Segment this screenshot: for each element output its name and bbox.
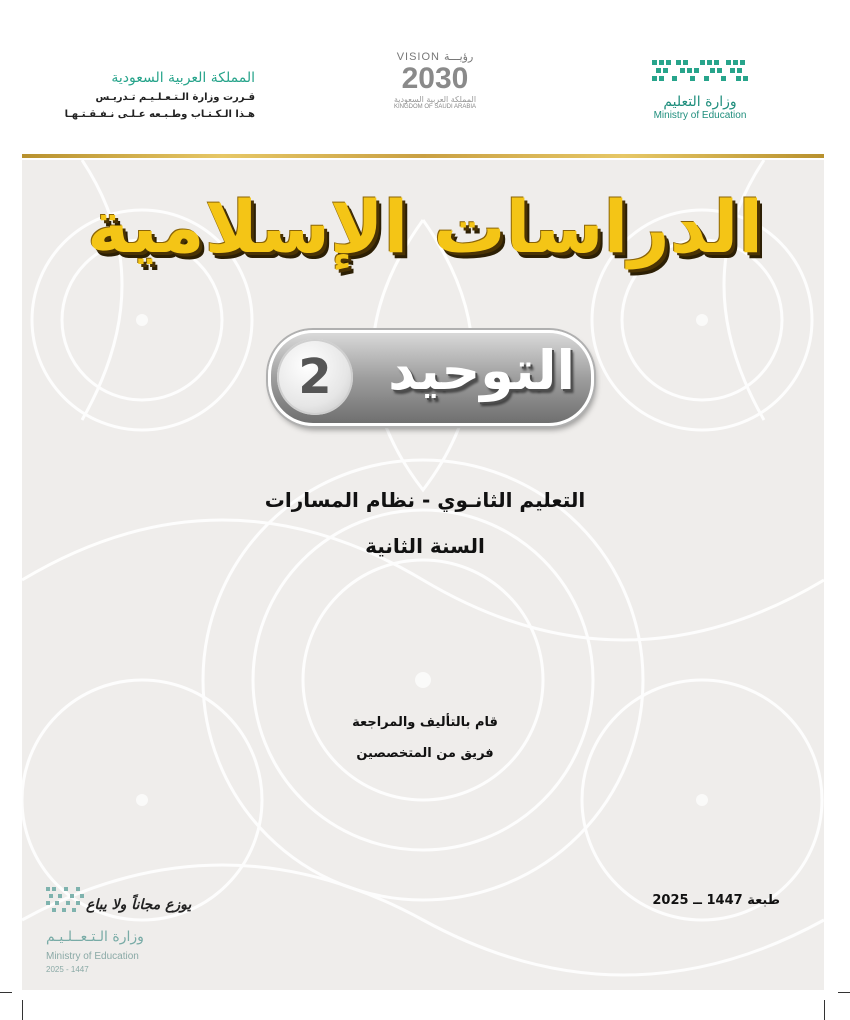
footer-years: 2025 - 1447 xyxy=(46,965,89,974)
subject-title: التوحيد xyxy=(388,339,575,402)
crop-mark xyxy=(22,1000,23,1020)
decision-line: قـررت وزارة الـتـعـلـيـم تـدريـس xyxy=(95,92,255,103)
ministry-name-arabic: وزارة التعليم xyxy=(663,94,737,110)
book-title: الدراسات الإسلامية xyxy=(86,185,764,269)
ornament-pattern xyxy=(22,160,824,990)
footer-ministry-arabic: وزارة الـتـعــلـيـم xyxy=(46,929,144,945)
ministry-dots-icon xyxy=(652,58,748,84)
authorship-line: قام بالتأليف والمراجعة xyxy=(352,715,498,730)
school-year: السنة الثانية xyxy=(365,534,485,558)
ministry-logo xyxy=(640,58,760,121)
free-distribution-text: يوزع مجاناً ولا يباع xyxy=(86,897,192,913)
education-level: التعليم الثانـوي - نظام المسارات xyxy=(264,488,586,512)
subject-number: 2 xyxy=(277,339,353,415)
vision-label: VISION رؤيـــة xyxy=(396,51,474,63)
vision-year: 2030 xyxy=(401,62,469,95)
footer-ministry-english: Ministry of Education xyxy=(46,951,139,962)
vision-kingdom-arabic: المملكة العربية السعودية xyxy=(393,95,477,104)
vision-2030-logo xyxy=(380,50,490,110)
edition-label: طبعة 1447 ــ 2025 xyxy=(652,893,780,908)
kingdom-title: المملكة العربية السعودية xyxy=(111,70,255,86)
crop-mark xyxy=(824,1000,825,1020)
crop-mark xyxy=(838,992,850,993)
crop-mark xyxy=(0,992,12,993)
subject-badge xyxy=(268,330,594,426)
kingdom-text-block xyxy=(55,70,255,120)
ministry-name-english: Ministry of Education xyxy=(653,110,747,121)
cover-body xyxy=(22,160,824,990)
print-line: هـذا الـكـتـاب وطـبـعه عـلـى نـفـقـتـهـا xyxy=(64,109,255,120)
ministry-dots-icon xyxy=(46,885,86,915)
author-team: فريق من المتخصصين xyxy=(356,746,494,761)
vision-kingdom-english: KINGDOM OF SAUDI ARABIA xyxy=(393,104,476,110)
cover-header xyxy=(0,0,850,155)
gold-rule xyxy=(22,154,824,158)
